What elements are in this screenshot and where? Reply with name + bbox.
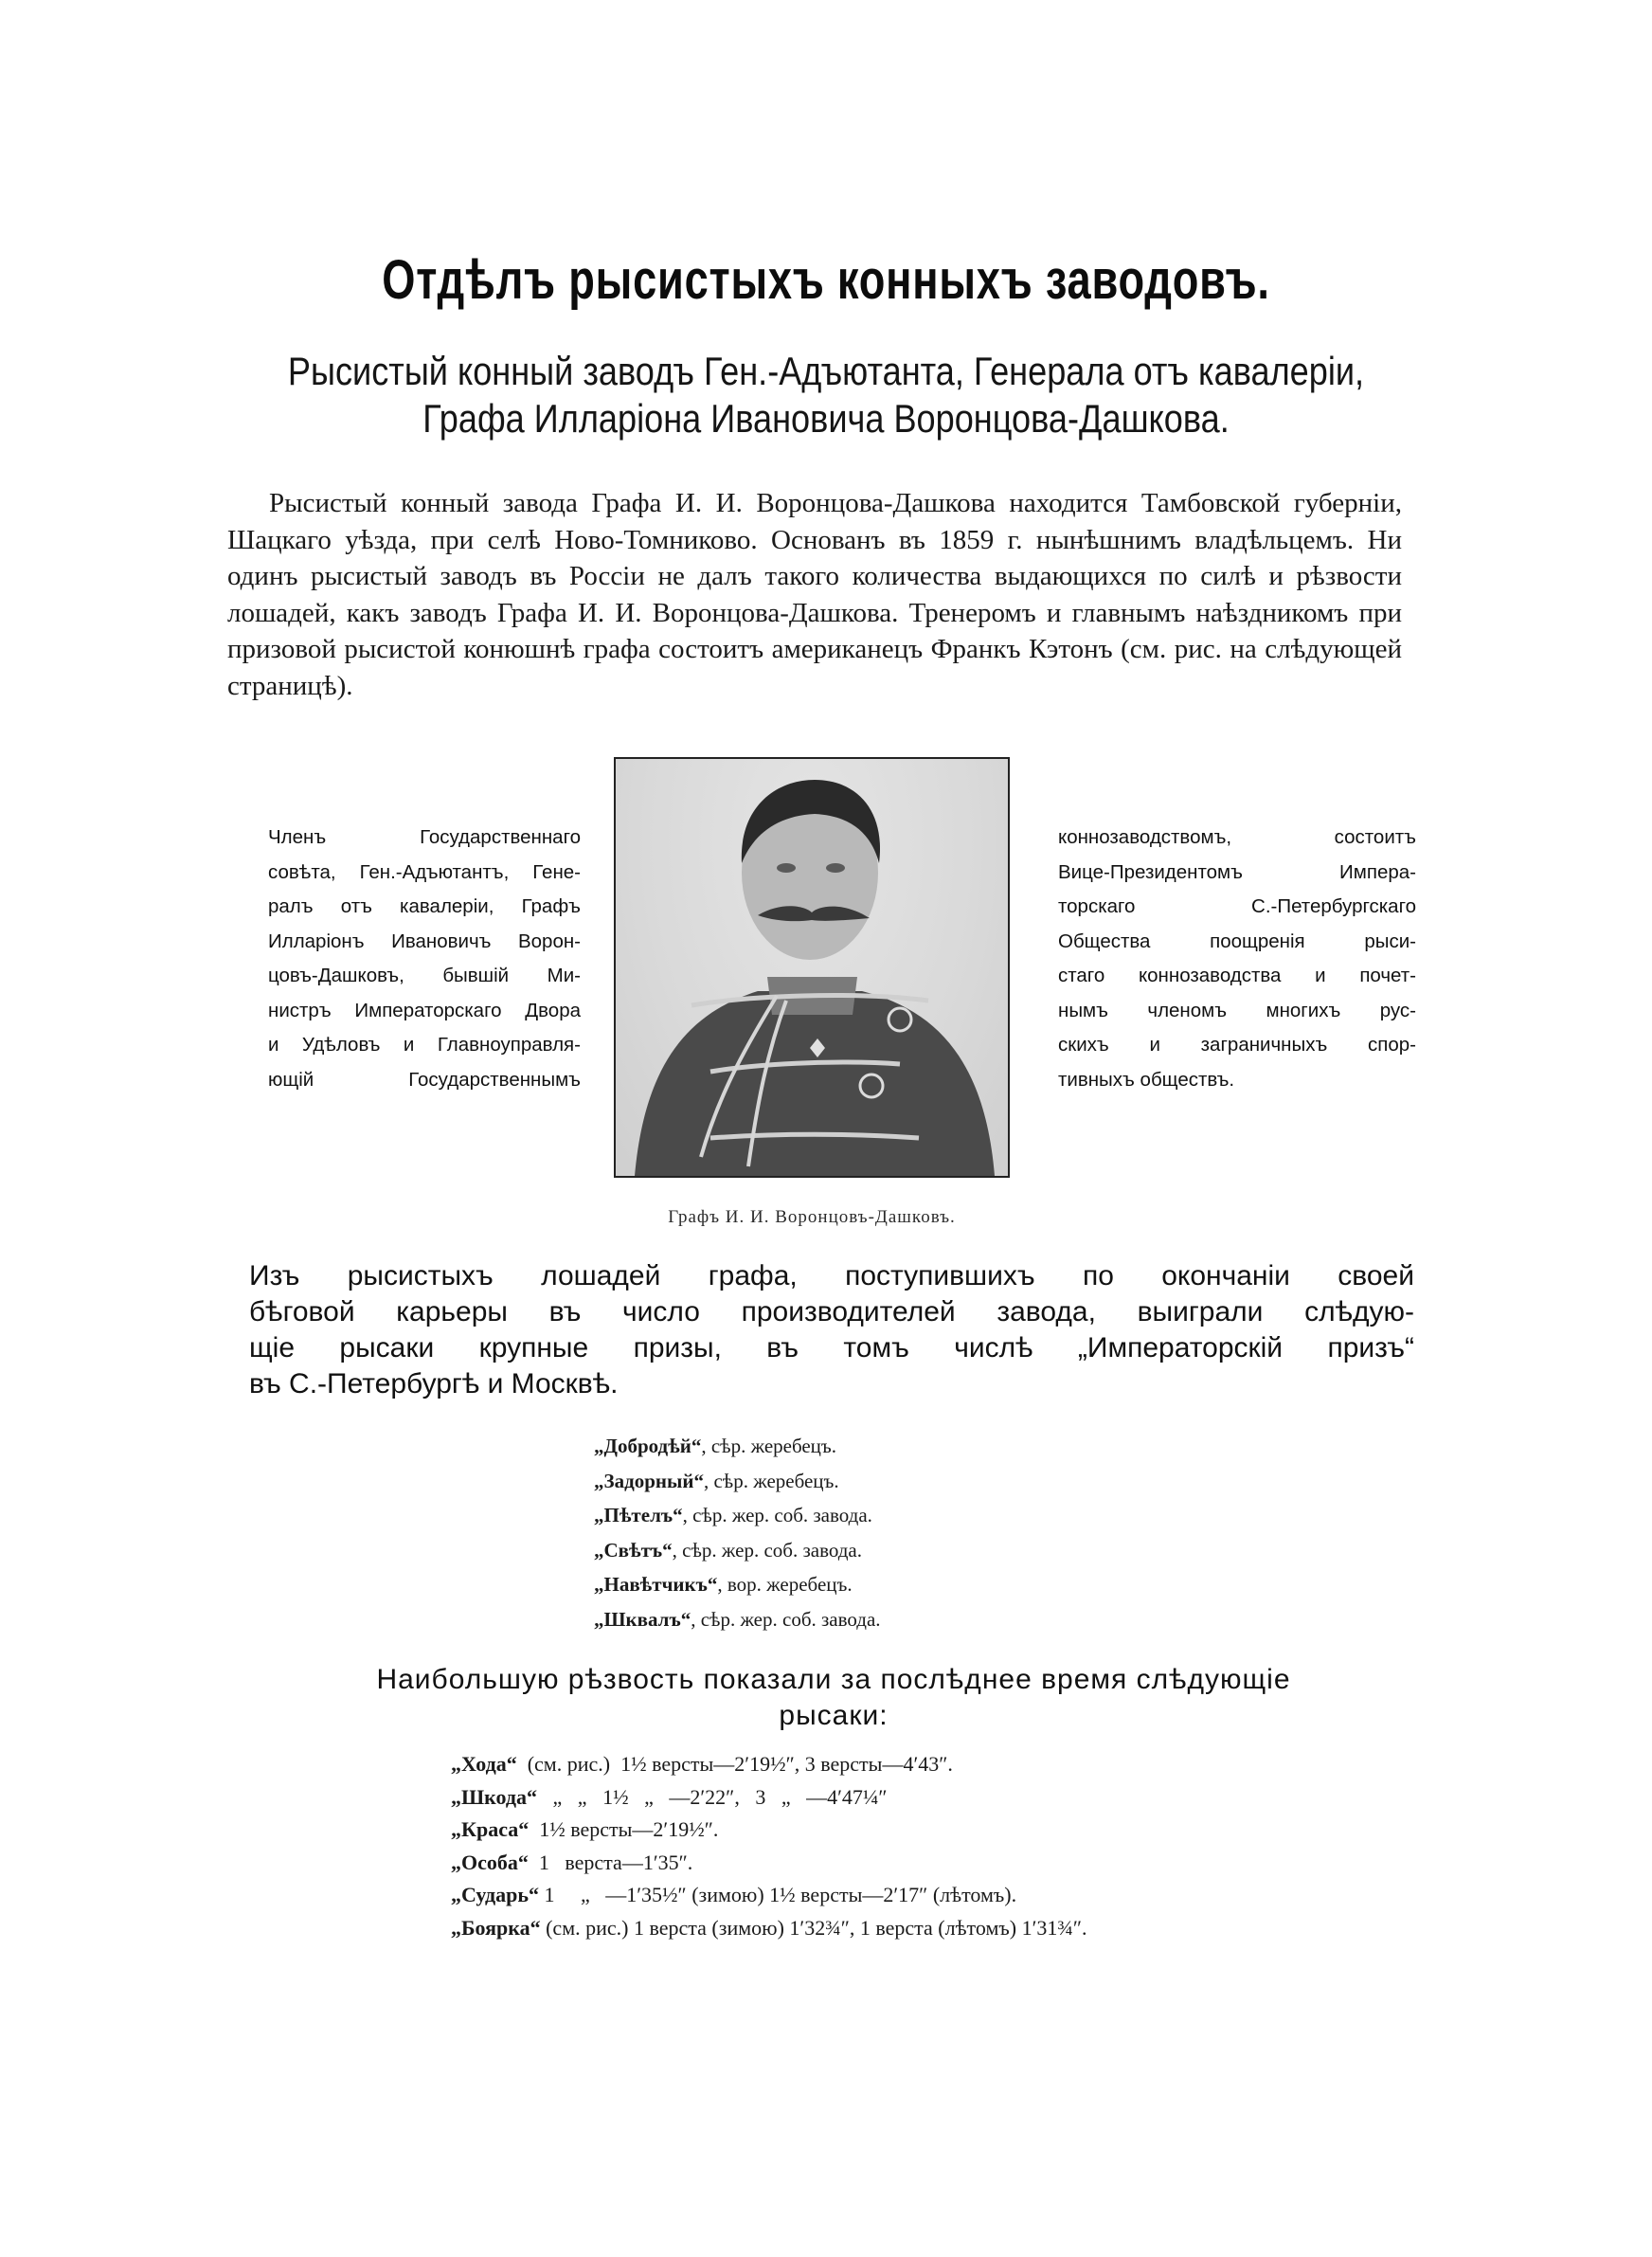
list-item	[594, 1464, 881, 1499]
bio-line: Илларіонъ Ивановичъ Ворон-	[268, 930, 581, 952]
bio-line: нымъ членомъ многихъ рус-	[1058, 999, 1416, 1021]
bio-line: совѣта, Ген.-Адъютантъ, Гене-	[268, 860, 581, 883]
horse-desc: , сѣр. жер. соб. завода.	[691, 1607, 881, 1631]
list-item	[451, 1847, 1087, 1880]
speed-intro	[227, 1662, 1440, 1734]
horse-desc: , сѣр. жеребецъ.	[703, 1469, 839, 1492]
portrait-caption: Графъ И. И. Воронцовъ-Дашковъ.	[668, 1207, 956, 1227]
prizes-intro-line: Изъ рысистыхъ лошадей графа, поступившихъ по окончаніи своей	[249, 1260, 1414, 1291]
bio-line: ралъ отъ кавалеріи, Графъ	[268, 895, 581, 917]
prizes-intro-line: въ С.-Петербургѣ и Москвѣ.	[249, 1368, 619, 1399]
horse-name: „Шквалъ“	[594, 1607, 691, 1631]
horse-name: „Свѣтъ“	[594, 1538, 673, 1562]
bio-line: торскаго С.-Петербургскаго	[1058, 895, 1416, 917]
record-desc: 1 верста—1′35″.	[528, 1850, 693, 1874]
list-item	[451, 1879, 1087, 1912]
bio-line: ющій Государственнымъ	[268, 1068, 581, 1091]
horse-name: „Задорный“	[594, 1469, 704, 1492]
intro-text: Рысистый конный завода Графа И. И. Воронцова-Дашкова находится Тамбовской губерніи, Шацкаго уѣзда, при селѣ Ново-Томниково. Основанъ въ 1859 г. нынѣшнимъ владѣльцемъ. Ни одинъ рысистый заводъ въ Россіи не далъ такого количества выдающихся по силѣ и рѣзвости лошадей, какъ заводъ Графа И. И. Воронцова-Дашкова. Тренеромъ и главнымъ наѣздникомъ при призовой рысистой конюшнѣ графа состоитъ американецъ Франкъ Кэтонъ (см. рис. на слѣдующей страницѣ).	[227, 488, 1402, 701]
page-title: Отдѣлъ рысистыхъ конныхъ заводовъ.	[382, 249, 1270, 311]
record-desc: 1 „ —1′35½″ (зимою) 1½ версты—2′17″ (лѣтомъ).	[538, 1883, 1017, 1906]
bio-line: тивныхъ обществъ.	[1058, 1068, 1235, 1091]
subtitle-line-2: Графа Илларіона Ивановича Воронцова-Дашкова.	[422, 396, 1230, 441]
list-item	[594, 1498, 881, 1533]
portrait-illustration-icon	[616, 759, 1008, 1176]
horse-name: „Боярка“	[451, 1915, 541, 1940]
biography-left-column	[268, 821, 581, 1097]
bio-line: и Удѣловъ и Главноуправля-	[268, 1034, 581, 1056]
horse-name: „Особа“	[451, 1850, 529, 1874]
record-desc: (см. рис.) 1½ версты—2′19½″, 3 версты—4′43″.	[516, 1752, 953, 1776]
prize-horses-list	[594, 1429, 881, 1636]
list-item	[594, 1567, 881, 1602]
horse-name: „Навѣтчикъ“	[594, 1573, 718, 1596]
record-desc: „ „ 1½ „ —2′22″, 3 „ —4′47¼″	[537, 1784, 888, 1809]
bio-line: стаго коннозаводства и почет-	[1058, 965, 1416, 986]
list-item	[594, 1533, 881, 1568]
list-item	[451, 1748, 1087, 1781]
record-desc: 1½ версты—2′19½″.	[529, 1817, 719, 1841]
horse-desc: , сѣр. жер. соб. завода.	[672, 1538, 862, 1562]
prizes-intro	[249, 1258, 1414, 1402]
prizes-intro-line: бѣговой карьеры въ число производителей завода, выиграли слѣдую-	[249, 1296, 1414, 1327]
list-item	[451, 1781, 1087, 1815]
bio-line: коннозаводствомъ, состоитъ	[1058, 826, 1416, 848]
prizes-intro-line: щіе рысаки крупные призы, въ томъ числѣ „Императорскій призъ“	[249, 1332, 1414, 1363]
horse-desc: , сѣр. жер. соб. завода.	[682, 1504, 872, 1526]
speed-records-list	[451, 1748, 1087, 1944]
bio-line: нистръ Императорскаго Двора	[268, 999, 581, 1021]
horse-name: „Шкода“	[451, 1784, 538, 1809]
horse-name: „Хода“	[451, 1752, 517, 1776]
list-item	[594, 1429, 881, 1464]
horse-name: „Сударь“	[451, 1883, 539, 1906]
subtitle-line-1: Рысистый конный заводъ Ген.-Адъютанта, Генерала отъ кавалеріи,	[287, 349, 1365, 393]
biography-right-column	[1058, 821, 1416, 1097]
portrait-photo	[614, 757, 1010, 1178]
record-desc: (см. рис.) 1 верста (зимою) 1′32¾″, 1 верста (лѣтомъ) 1′31¾″.	[540, 1915, 1087, 1940]
horse-name: „Пѣтелъ“	[594, 1504, 683, 1526]
bio-line: Вице-Президентомъ Импера-	[1058, 860, 1416, 883]
speed-intro-line-2: рысаки:	[779, 1700, 889, 1731]
speed-intro-line-1: Наибольшую рѣзвость показали за послѣднее время слѣдующіе	[376, 1664, 1291, 1695]
horse-name: „Добродѣй“	[594, 1435, 702, 1457]
intro-paragraph	[227, 485, 1402, 704]
list-item	[451, 1814, 1087, 1847]
bio-line: Общества поощренія рыси-	[1058, 930, 1416, 952]
horse-name: „Краса“	[451, 1817, 530, 1841]
bio-line: Членъ Государственнаго	[268, 826, 581, 848]
horse-desc: , сѣр. жеребецъ.	[701, 1435, 837, 1457]
bio-line: скихъ и заграничныхъ спор-	[1058, 1034, 1416, 1056]
list-item	[594, 1602, 881, 1637]
horse-desc: , вор. жеребецъ.	[717, 1573, 853, 1596]
list-item	[451, 1912, 1087, 1945]
bio-line: цовъ-Дашковъ, бывшій Ми-	[268, 965, 581, 986]
